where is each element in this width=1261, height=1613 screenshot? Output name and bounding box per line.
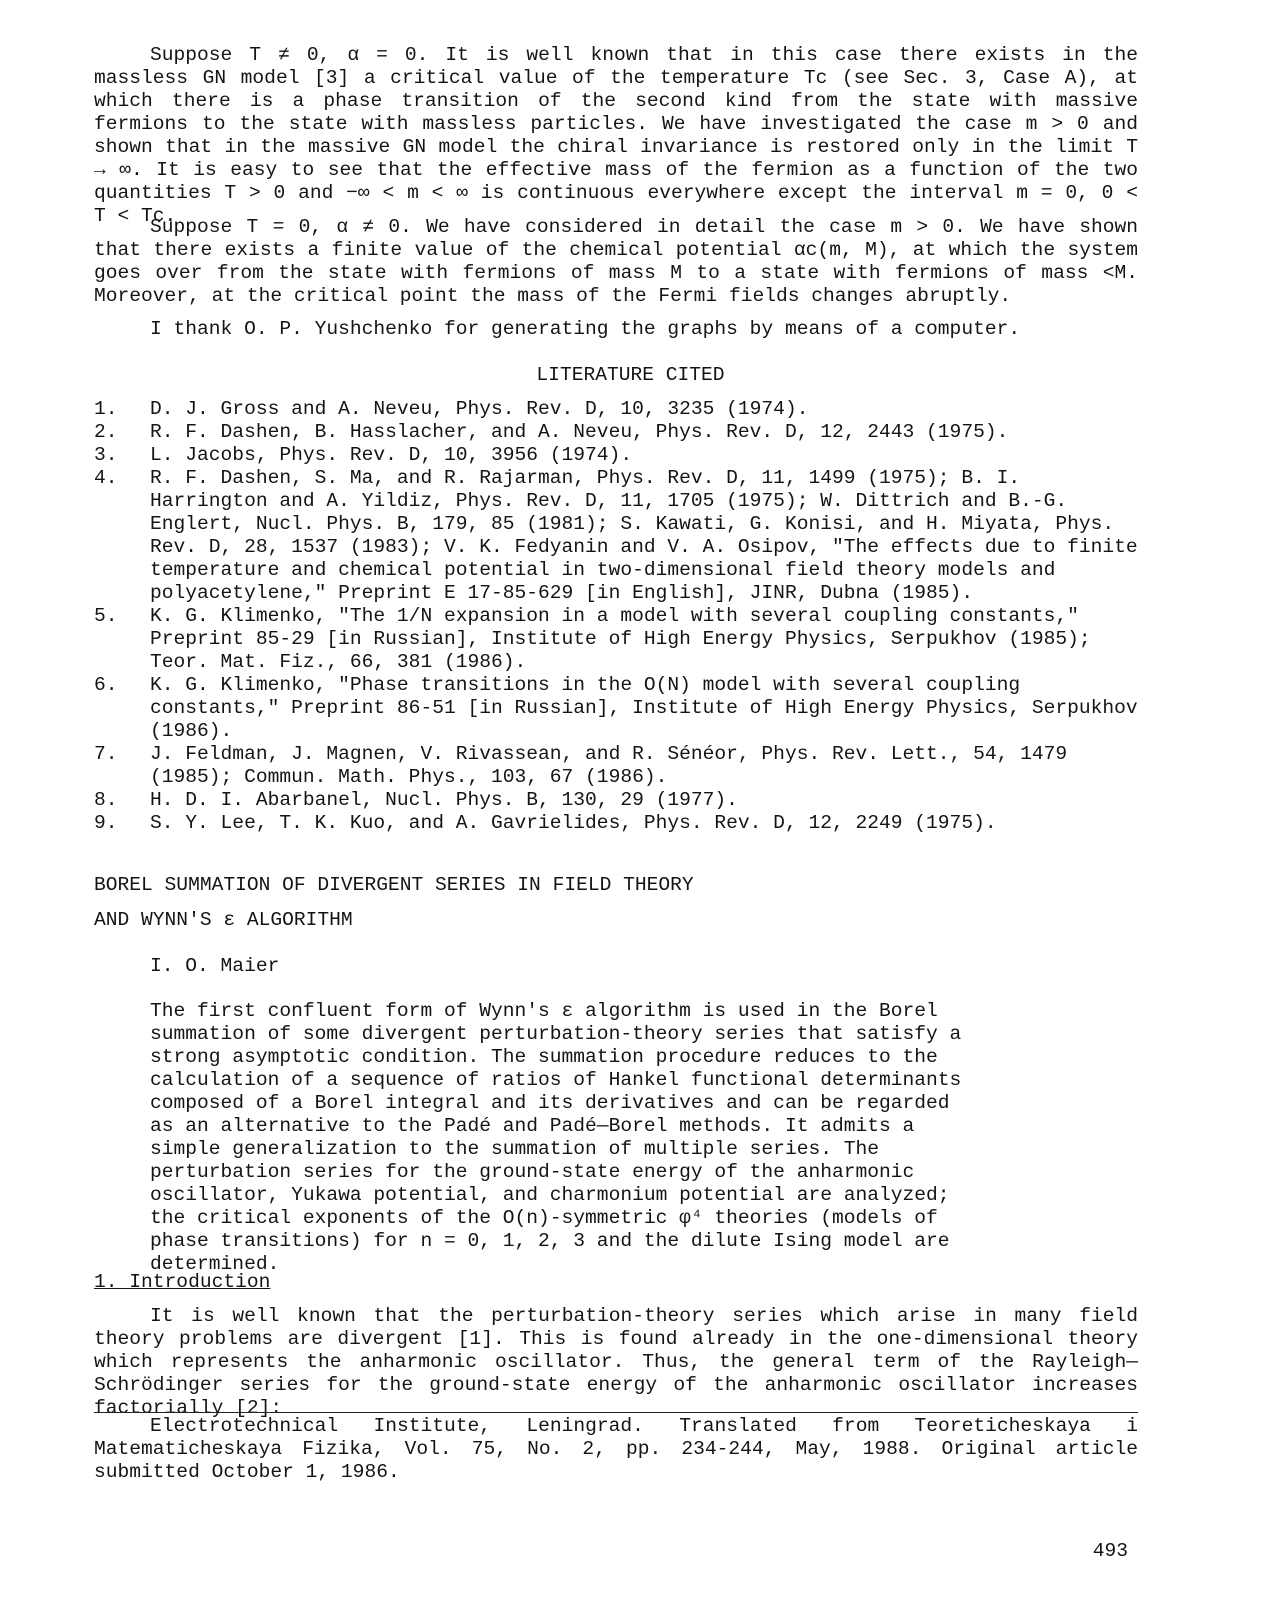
reference-number: 6. [94,674,118,696]
reference-text: H. D. I. Abarbanel, Nucl. Phys. B, 130, 29 (1977). [150,789,738,811]
reference-number: 7. [94,743,118,765]
paragraph-phase-transition-temperature: Suppose T ≠ 0, α = 0. It is well known that in this case there exists in the massless GN model [3] a critical value of the temperature Tc (see Sec. 3, Case A), at which there is a phase transition of the second kind from the state with massive fermions to the state with massless particles. We have investigated the case m > 0 and shown that in the massive GN model the chiral invariance is restored only in the limit T → ∞. It is easy to see that the effective mass of the fermion as a function of the two quantities T > 0 and −∞ < m < ∞ is continuous everywhere except the interval m = 0, 0 < T < Tc. [94,44,1138,227]
article-title-line-1: BOREL SUMMATION OF DIVERGENT SERIES IN FIELD THEORY [94,874,694,896]
footnote-divider [94,1412,1138,1413]
reference-number: 8. [94,789,118,811]
reference-text: D. J. Gross and A. Neveu, Phys. Rev. D, 10, 3235 (1974). [150,398,809,420]
page-number: 493 [1092,1540,1128,1562]
reference-text: K. G. Klimenko, "Phase transitions in the O(N) model with several coupling constants," Preprint 86-51 [in Russian], Institute of High Energy Physics, Serpukhov (1986). [150,674,1138,742]
footnote: Electrotechnical Institute, Leningrad. Translated from Teoreticheskaya i Matematicheskaya Fizika, Vol. 75, No. 2, pp. 234-244, May, 1988. Original article submitted October 1, 1986. [94,1415,1138,1483]
reference-text: S. Y. Lee, T. K. Kuo, and A. Gavrielides, Phys. Rev. D, 12, 2249 (1975). [150,812,997,834]
reference-item [94,467,1138,605]
reference-number: 9. [94,812,118,834]
reference-item [94,444,1138,467]
reference-text: R. F. Dashen, S. Ma, and R. Rajarman, Phys. Rev. D, 11, 1499 (1975); B. I. Harrington and A. Yildiz, Phys. Rev. D, 11, 1705 (1975); W. Dittrich and B.-G. Englert, Nucl. Phys. B, 179, 85 (1981); S. Kawati, G. Konisi, and H. Miyata, Phys. Rev. D, 28, 1537 (1983); V. K. Fedyanin and V. A. Osipov, "The effects due to finite temperature and chemical potential in two-dimensional field theory models and polyacetylene," Preprint E 17-85-629 [in English], JINR, Dubna (1985). [150,467,1138,604]
abstract: The first confluent form of Wynn's ε algorithm is used in the Borel summation of some divergent perturbation-theory series that satisfy a strong asymptotic condition. The summation procedure reduces to the calculation of a sequence of ratios of Hankel functional determinants composed of a Borel integral and its derivatives and can be regarded as an alternative to the Padé and Padé—Borel methods. It admits a simple generalization to the summation of multiple series. The perturbation series for the ground-state energy of the anharmonic oscillator, Yukawa potential, and charmonium potential are analyzed; the critical exponents of the O(n)-symmetric φ⁴ theories (models of phase transitions) for n = 0, 1, 2, 3 and the dilute Ising model are determined. [150,1000,962,1275]
paragraph-chemical-potential: Suppose T = 0, α ≠ 0. We have considered in detail the case m > 0. We have shown that there exists a finite value of the chemical potential αc(m, M), at which the system goes over from the state with fermions of mass M to a state with fermions of mass <M. Moreover, at the critical point the mass of the Fermi fields changes abruptly. [94,216,1138,307]
article-title-line-2: AND WYNN'S ε ALGORITHM [94,909,353,931]
section-heading-introduction: 1. Introduction [94,1271,271,1293]
reference-text: R. F. Dashen, B. Hasslacher, and A. Neveu, Phys. Rev. D, 12, 2443 (1975). [150,421,1009,443]
reference-item [94,421,1138,444]
reference-text: J. Feldman, J. Magnen, V. Rivassean, and R. Sénéor, Phys. Rev. Lett., 54, 1479 (1985); Commun. Math. Phys., 103, 67 (1986). [150,743,1068,788]
reference-item [94,743,1138,789]
reference-item [94,789,1138,812]
reference-number: 3. [94,444,118,466]
reference-number: 5. [94,605,118,627]
reference-item [94,398,1138,421]
reference-number: 4. [94,467,118,489]
paragraph-acknowledgment: I thank O. P. Yushchenko for generating the graphs by means of a computer. [150,318,1021,340]
reference-item [94,812,1138,835]
reference-text: K. G. Klimenko, "The 1/N expansion in a model with several coupling constants," Preprint 85-29 [in Russian], Institute of High Energy Physics, Serpukhov (1985); Teor. Mat. Fiz., 66, 381 (1986). [150,605,1091,673]
reference-number: 1. [94,398,118,420]
reference-item [94,674,1138,743]
reference-text: L. Jacobs, Phys. Rev. D, 10, 3956 (1974). [150,444,633,466]
reference-number: 2. [94,421,118,443]
reference-item [94,605,1138,674]
reference-list [94,398,1138,835]
author-name: I. O. Maier [150,955,280,977]
introduction-paragraph: It is well known that the perturbation-theory series which arise in many field theory problems are divergent [1]. This is found already in the one-dimensional theory which represents the anharmonic oscillator. Thus, the general term of the Rayleigh—Schrödinger series for the ground-state energy of the anharmonic oscillator increases factorially [2]: [94,1305,1138,1419]
literature-cited-heading: LITERATURE CITED [536,364,725,386]
